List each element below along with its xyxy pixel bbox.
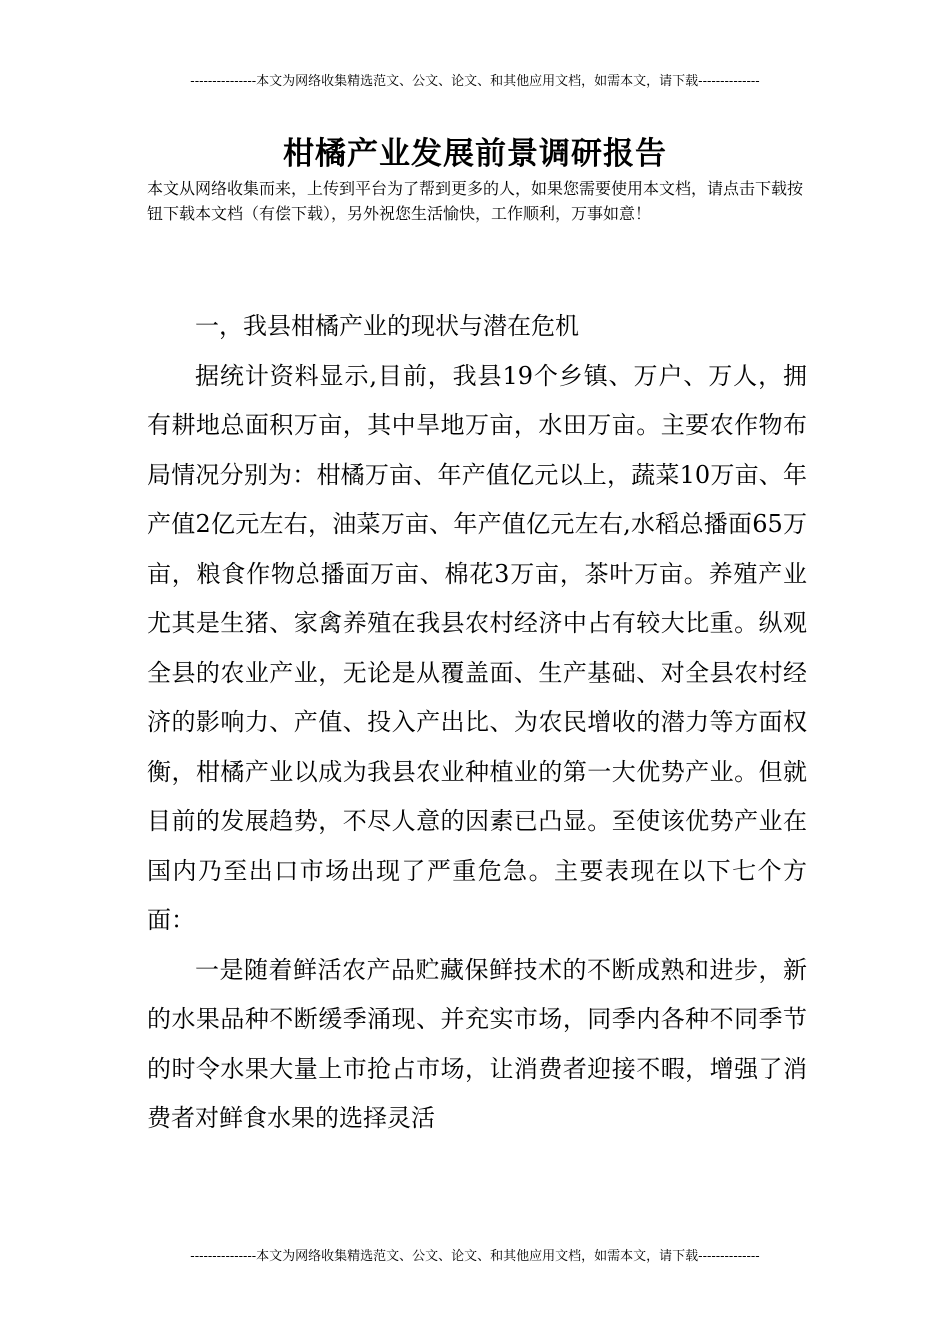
- document-title: 柑橘产业发展前景调研报告: [283, 136, 667, 172]
- intro-note: 本文从网络收集而来，上传到平台为了帮到更多的人，如果您需要使用本文档，请点击下载按钮下载本文档（有偿下载），另外祝您生活愉快，工作顺利，万事如意！: [147, 179, 804, 223]
- page-footer: ---------------本文为网络收集精选范文、公文、论文、和其他应用文档，如需本文，请下载--------------: [190, 1249, 760, 1264]
- page-header: ---------------本文为网络收集精选范文、公文、论文、和其他应用文档，如需本文，请下载--------------: [190, 74, 760, 89]
- document-body: [147, 302, 807, 1144]
- section-heading: 一，我县柑橘产业的现状与潜在危机: [195, 312, 579, 340]
- body-paragraph: 据统计资料显示,目前，我县19个乡镇、万户、万人，拥有耕地总面积万亩，其中旱地万亩，水田万亩。主要农作物布局情况分别为：柑橘万亩、年产值亿元以上，蔬菜10万亩、年产值2亿元左右，油菜万亩、年产值亿元左右,水稻总播面65万亩，粮食作物总播面万亩、棉花3万亩，茶叶万亩。养殖产业尤其是生猪、家禽养殖在我县农村经济中占有较大比重。纵观全县的农业产业，无论是从覆盖面、生产基础、对全县农村经济的影响力、产值、投入产出比、为农民增收的潜力等方面权衡，柑橘产业以成为我县农业种植业的第一大优势产业。但就目前的发展趋势，不尽人意的因素已凸显。至使该优势产业在国内乃至出口市场出现了严重危急。主要表现在以下七个方面：: [147, 361, 807, 934]
- body-paragraph: 一是随着鲜活农产品贮藏保鲜技术的不断成熟和进步，新的水果品种不断缓季涌现、并充实市场，同季内各种不同季节的时令水果大量上市抢占市场，让消费者迎接不暇，增强了消费者对鲜食水果的选择灵活: [147, 955, 807, 1132]
